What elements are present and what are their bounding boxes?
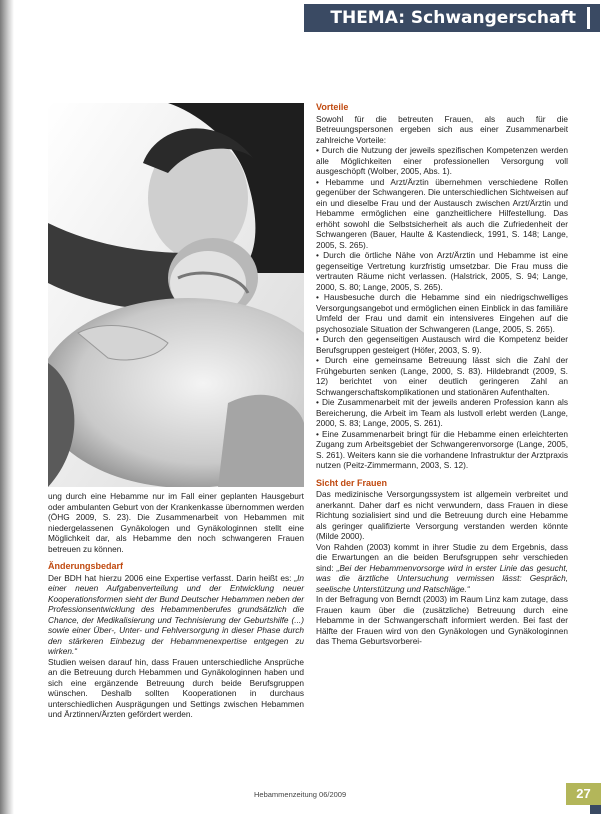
right-paragraph-1: Das medizinische Versorgungssystem ist allgemein verbreitet und anerkannt. Daher darf es nicht verwundern, dass Frauen in diese Richtung sozialisiert sind und die Betreuung durch eine Hebamme als geringer qualifizierte Versorgung verstanden werden könnte (Milde 2000). [316,489,568,541]
footer-journal: Hebammenzeitung 06/2009 [254,790,347,799]
left-paragraph-1 [48,573,304,657]
heading-sicht-der-frauen: Sicht der Frauen [316,477,388,488]
page-number: 27 [566,783,601,805]
bullet-item: • Durch den gegenseitigen Austausch wird die Kompetenz beider Berufsgruppen gesteigert (Höfer, 2003, S. 9). [316,334,568,355]
left-quote: „In einer neuen Aufgabenverteilung und der Entwicklung neuer Kooperationsformen sieht der Bund Deutscher Hebammen neben der Professionsentwicklung des Hebammenberufes grundsätzlich die Chance, der Medikalisierung und Technisierung der Geburtshilfe (...) sowie einer Über-, Unter- und Fehlversorgung in dieser Phase durch den stärkeren Einbezug der Hebammenexpertise entgegen zu wirken.“ [48,572,304,656]
right-p2-text: Von Rahden (2003) kommt in ihrer Studie zu dem Ergebnis, dass die Erwartungen an die beiden Berufsgruppen sehr verschieden sind: [316,541,568,573]
header-stripe [587,7,590,29]
bullet-item: • Hausbesuche durch die Hebamme sind ein niedrigschwelliges Versorgungsangebot und ermöglichen einen Einblick in das familiäre Umfeld der Frau und damit ein intensiveres Eingehen auf die psychosoziale Situation der Schwangeren (Lange, 2005, S. 265). [316,292,568,334]
right-paragraph-2 [316,542,568,595]
bullet-item: • Hebamme und Arzt/Ärztin übernehmen verschiedene Rollen gegenüber der Schwangeren. Die unterschiedlichen Sichtweisen auf ein und dieselbe Frau und der Austausch zwischen Arzt/Ärztin und Hebamme ermöglichen eine ganzheitlichere Hilfestellung. Das erhöht sowohl die Selbstsicherheit als auch die Zufriedenheit der Schwangeren (Bauer, Haulte & Kastendieck, 1991, S. 148; Lange, 2005, S. 265). [316,176,568,250]
bullet-item: • Durch die Nutzung der jeweils spezifischen Kompetenzen werden alle Möglichkeiten einer professionellen Versorgung voll ausgeschöpft (Wolber, 2005, Abs. 1). [316,145,568,176]
bullet-item: • Die Zusammenarbeit mit der jeweils anderen Profession kann als Bereicherung, die Arbeit im Team als lustvoll erlebt werden (Lange, 2000, S. 83; Lange, 2005, S. 261). [316,397,568,428]
page-edge-shadow [0,0,14,814]
left-paragraph-2: Studien weisen darauf hin, dass Frauen unterschiedliche Ansprüche an die Betreuung durch Hebammen und Gynäkologinnen haben und sich eine ergänzende Betreuung durch beide Berufsgruppen wünschen. Deshalb sollten Kooperationen in durchaus unterschiedlichen Ausprägungen und Settings zwischen Hebammen und Ärztinnen/Ärzten gefördert werden. [48,656,304,719]
left-intro-paragraph: ung durch eine Hebamme nur im Fall einer geplanten Hausgeburt oder ambulanten Geburt von der Krankenkasse übernommen werden (ÖHG 2009, S. 23). Die Zusammenarbeit von Hebammen mit niedergelassenen Gynäkologen und Gynäkologinnen stellt eine Möglichkeit dar, als Hebamme den noch schwangeren Frauen betreuen zu können. [48,491,304,554]
bullet-item: • Eine Zusammenarbeit bringt für die Hebamme einen erleichterten Zugang zum Arbeitsgebiet der Schwangerenvorsorge (Lange, 2005, S. 261). Weiters kann sie die vorhandene Infrastruktur der Arztpraxis nutzen (Peitz-Zimmermann, 2003, S. 12). [316,428,568,470]
bullet-item: • Durch eine gemeinsame Betreuung lässt sich die Zahl der Frühgeburten senken (Lange, 2000, S. 83). Hildebrandt (2009, S. 12) berichtet von einer deutlich geringeren Zahl an Schwangerschaftskomplikationen und stationären Aufenthalten. [316,355,568,397]
heading-vorteile: Vorteile [316,102,349,112]
bullet-item: • Durch die örtliche Nähe von Arzt/Ärztin und Hebamme ist eine gegenseitige Vertretung kurzfristig umsetzbar. Die Frau muss die vertrauten Räume nicht verlassen. (Halstrick, 2005, S. 94; Lange, 2000, S. 80; Lange, 2005, S. 265). [316,250,568,292]
heading-aenderungsbedarf: Änderungsbedarf [48,561,124,571]
right-intro: Sowohl für die betreuten Frauen, als auch für die Betreuungspersonen ergeben sich aus einer Zusammenarbeit zahlreiche Vorteile: [316,113,568,145]
left-p1-text: Der BDH hat hierzu 2006 eine Expertise verfasst. Darin heißt es: [48,572,292,583]
section-header-bar [300,4,600,32]
section-title: THEMA: Schwangerschaft [330,8,576,28]
corner-accent [590,805,601,814]
pregnancy-photo [48,103,304,487]
right-quote: „Bei der Hebammenvorsorge wird in erster Linie das gesucht, was die ärztliche Untersuchung vermissen lässt: Gespräch, seelische Unterstützung und Ratschläge.“ [316,562,568,594]
right-column [316,102,568,647]
left-column [48,491,304,720]
right-paragraph-3: In der Befragung von Berndt (2003) im Raum Linz kam zutage, dass Frauen kaum über die (zusätzliche) Betreuung durch eine Hebamme in der Schwangerschaft informiert werden. Bei fast der Hälfte der Frauen wird von den Gynäkologen und Gynäkologinnen das Thema Geburtsvorberei- [316,594,568,646]
